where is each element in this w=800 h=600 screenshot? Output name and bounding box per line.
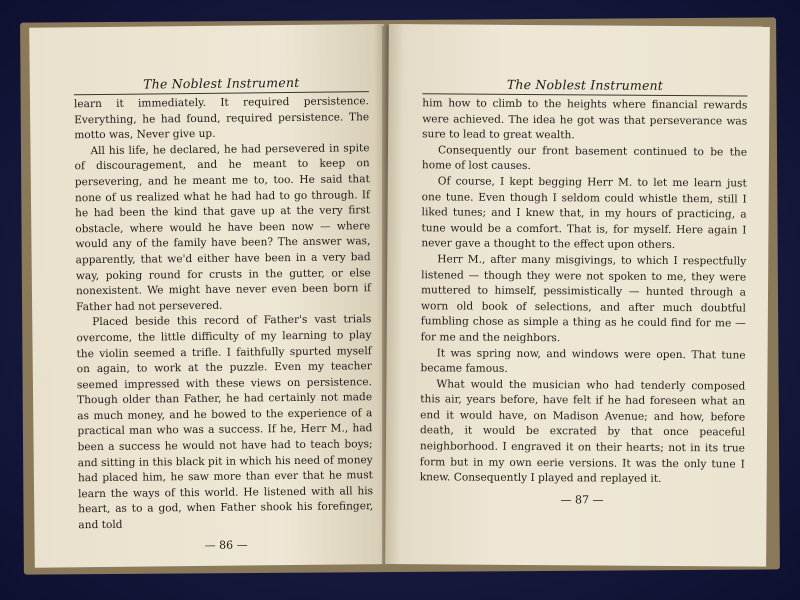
right-paragraph-1: him how to climb to the heights where financial rewards were achieved. The idea he got was that perseverance was sure to lead to great wealth. xyxy=(422,97,748,142)
right-body-text xyxy=(420,96,748,488)
right-paragraph-4: Herr M., after many misgivings, to which I respectfully listened — though they were not spoken to me, they were muttered to himself, pessimistically — hunted through a worn old book of selections, and after much doubtful fumbling chose as simple a thing as he could find for me — for me and the neighbors. xyxy=(420,253,747,345)
right-page xyxy=(385,24,770,567)
right-paragraph-5: It was spring now, and windows were open. That tune became famous. xyxy=(420,346,746,375)
left-paragraph-2: All his life, he declared, he had persevered in spite of discouragement, and he meant to keep on persevering, and he meant me to, too. He said that none of us realized what he had had to go through. If he had been the kind that gave up at the very first obstacle, where would he have been now — where would any of the family have been? The answer was, apparently, that we'd either have been in a very bad way, poking round for crusts in the gutter, or else nonexistent. We might have never even been born if Father had not persevered. xyxy=(74,141,372,313)
left-body-text xyxy=(74,94,374,534)
right-paragraph-3: Of course, I kept begging Herr M. to let me learn just one tune. Even though I seldom could whistle them, still I liked tunes; and I knew that, in my hours of practicing, a tune would be a comfort. That is, for myself. Here again I never gave a thought to the effect upon others. xyxy=(421,175,747,252)
left-running-head: The Noblest Instrument xyxy=(143,74,300,92)
right-running-head: The Noblest Instrument xyxy=(506,76,664,93)
open-book xyxy=(22,14,778,574)
right-page-number: — 87 — xyxy=(560,493,604,507)
right-paragraph-2: Consequently our front basement continued to be the home of lost causes. xyxy=(421,144,748,173)
left-page xyxy=(29,24,390,568)
right-paragraph-6: What would the musician who had tenderly composed this air, years before, have felt if he had foreseen what an end it would have, on Madison Avenue; and how, before death, it would be excrated by that once peaceful neighborhood. I engraved it on their hearts; not in its true form but in my own eerie versions. It was the only tune I knew. Consequently I played and replayed it. xyxy=(419,378,746,486)
left-paragraph-1: learn it immediately. It required persistence. Everything, he had found, required persistence. The motto was, Never give up. xyxy=(73,95,370,142)
left-paragraph-3: Placed beside this record of Father's vast trials overcome, the little difficulty of my learning to play the violin seemed a trifle. I faithfully spurted myself on again, to work at the puzzle. Even my teacher seemed impressed with these views on persistence. Though older than Father, he had certainly not made as much money, and he bowed to the experience of a practical man who was a success. If he, Herr M., had been a success he would not have had to teach boys; and sitting in this black pit in which his need of money had placed him, he saw more than ever that he must learn the ways of this world. He listened with all his heart, as to a god, when Father shook his forefinger, and told xyxy=(76,313,374,532)
left-page-number: — 86 — xyxy=(204,538,248,552)
